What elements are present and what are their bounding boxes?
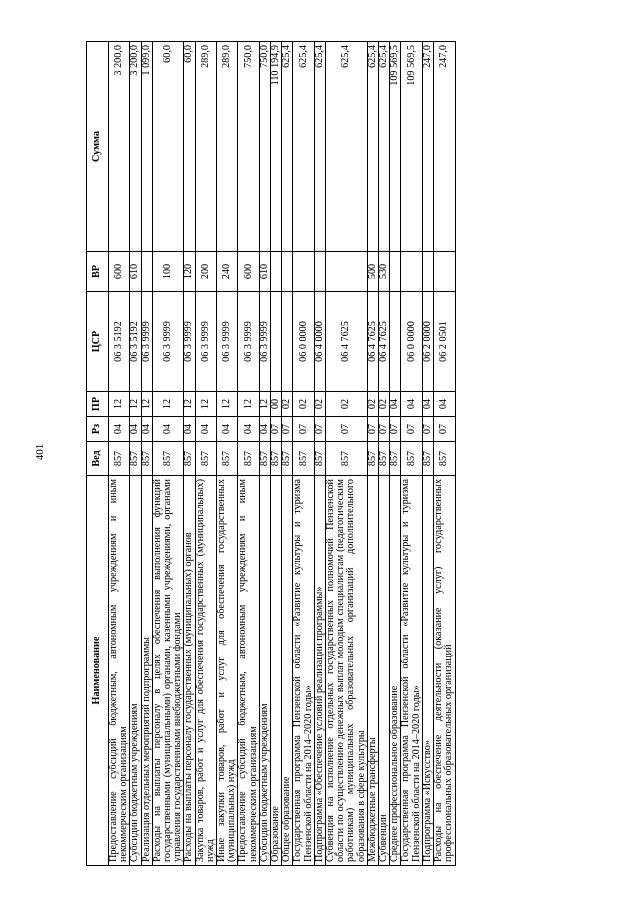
cell-vr: 100 bbox=[152, 252, 184, 292]
cell-vr: 610 bbox=[130, 252, 141, 292]
cell-name: Подпрограмма «Обеспечение условий реализации программы» bbox=[314, 476, 325, 866]
table-row bbox=[184, 42, 195, 866]
cell-ved: 857 bbox=[259, 442, 270, 476]
cell-pr: 02 bbox=[314, 392, 325, 417]
cell-csr bbox=[271, 292, 282, 392]
cell-sum: 289,0 bbox=[195, 42, 216, 252]
cell-name: Предоставление субсидий бюджетным, автономным учреждениям и иным некоммерческим организациям bbox=[109, 476, 130, 866]
cell-name: Субсидии бюджетным учреждениям bbox=[259, 476, 270, 866]
cell-csr: 06 3 9999 bbox=[141, 292, 152, 392]
cell-ved: 857 bbox=[282, 442, 293, 476]
cell-name: Межбюджетные трансферты bbox=[367, 476, 378, 866]
cell-sum: 625,4 bbox=[379, 42, 390, 252]
cell-rz: 07 bbox=[293, 417, 314, 442]
table-row bbox=[401, 42, 422, 866]
cell-vr: 600 bbox=[238, 252, 259, 292]
cell-rz: 07 bbox=[401, 417, 422, 442]
cell-rz: 04 bbox=[130, 417, 141, 442]
cell-vr bbox=[401, 252, 422, 292]
cell-vr bbox=[293, 252, 314, 292]
cell-ved: 857 bbox=[141, 442, 152, 476]
header-vr: ВР bbox=[87, 252, 109, 292]
cell-ved: 857 bbox=[238, 442, 259, 476]
cell-rz: 07 bbox=[271, 417, 282, 442]
cell-rz: 07 bbox=[379, 417, 390, 442]
cell-csr: 06 3 9999 bbox=[259, 292, 270, 392]
cell-vr: 240 bbox=[217, 252, 238, 292]
cell-csr: 06 3 9999 bbox=[217, 292, 238, 392]
cell-ved: 857 bbox=[293, 442, 314, 476]
cell-ved: 857 bbox=[130, 442, 141, 476]
cell-csr: 06 4 7625 bbox=[326, 292, 368, 392]
table-row bbox=[130, 42, 141, 866]
cell-pr: 12 bbox=[238, 392, 259, 417]
budget-table bbox=[86, 41, 456, 866]
cell-name: Реализация отдельных мероприятий подпрограммы bbox=[141, 476, 152, 866]
cell-sum: 750,0 bbox=[259, 42, 270, 252]
cell-sum: 3 200,0 bbox=[109, 42, 130, 252]
cell-vr bbox=[326, 252, 368, 292]
cell-sum: 60,0 bbox=[184, 42, 195, 252]
header-pr: ПР bbox=[87, 392, 109, 417]
cell-csr: 06 3 5192 bbox=[130, 292, 141, 392]
cell-name: Закупка товаров, работ и услуг для обеспечения государственных (муниципальных) нужд bbox=[195, 476, 216, 866]
table-row bbox=[379, 42, 390, 866]
cell-rz: 07 bbox=[282, 417, 293, 442]
cell-pr: 12 bbox=[141, 392, 152, 417]
cell-pr: 12 bbox=[195, 392, 216, 417]
cell-sum: 625,4 bbox=[326, 42, 368, 252]
cell-vr bbox=[390, 252, 401, 292]
cell-rz: 07 bbox=[326, 417, 368, 442]
table-row bbox=[109, 42, 130, 866]
cell-sum: 109 569,5 bbox=[401, 42, 422, 252]
cell-rz: 07 bbox=[422, 417, 433, 442]
cell-ved: 857 bbox=[434, 442, 455, 476]
table-row bbox=[238, 42, 259, 866]
cell-ved: 857 bbox=[401, 442, 422, 476]
table-row bbox=[195, 42, 216, 866]
cell-rz: 07 bbox=[314, 417, 325, 442]
cell-csr bbox=[282, 292, 293, 392]
cell-ved: 857 bbox=[314, 442, 325, 476]
cell-csr: 06 3 5192 bbox=[109, 292, 130, 392]
table-row bbox=[217, 42, 238, 866]
cell-pr: 12 bbox=[217, 392, 238, 417]
table-row bbox=[293, 42, 314, 866]
table-row bbox=[390, 42, 401, 866]
cell-sum: 3 200,0 bbox=[130, 42, 141, 252]
table-row bbox=[434, 42, 455, 866]
cell-name: Иные закупки товаров, работ и услуг для обеспечения государственных (муниципальных) нужд bbox=[217, 476, 238, 866]
cell-name: Подпрограмма «Искусство» bbox=[422, 476, 433, 866]
cell-pr: 02 bbox=[282, 392, 293, 417]
cell-sum: 625,4 bbox=[282, 42, 293, 252]
cell-ved: 857 bbox=[422, 442, 433, 476]
cell-name: Субсидии бюджетным учреждениям bbox=[130, 476, 141, 866]
cell-name: Среднее профессиональное образование bbox=[390, 476, 401, 866]
page-number: 401 bbox=[34, 443, 46, 461]
cell-pr: 02 bbox=[367, 392, 378, 417]
cell-name: Субвенции bbox=[379, 476, 390, 866]
cell-vr: 530 bbox=[379, 252, 390, 292]
cell-ved: 857 bbox=[152, 442, 184, 476]
cell-ved: 857 bbox=[184, 442, 195, 476]
cell-sum: 625,4 bbox=[293, 42, 314, 252]
cell-csr: 06 2 0000 bbox=[422, 292, 433, 392]
cell-ved: 857 bbox=[217, 442, 238, 476]
cell-csr: 06 2 0501 bbox=[434, 292, 455, 392]
table-row bbox=[282, 42, 293, 866]
cell-sum: 750,0 bbox=[238, 42, 259, 252]
cell-sum: 625,4 bbox=[314, 42, 325, 252]
table-row bbox=[422, 42, 433, 866]
cell-ved: 857 bbox=[109, 442, 130, 476]
cell-ved: 857 bbox=[271, 442, 282, 476]
cell-vr bbox=[434, 252, 455, 292]
cell-csr: 06 4 7625 bbox=[367, 292, 378, 392]
cell-vr: 500 bbox=[367, 252, 378, 292]
cell-name: Предоставление субсидий бюджетным, автономным учреждениям и иным некоммерческим организациям bbox=[238, 476, 259, 866]
cell-sum: 625,4 bbox=[367, 42, 378, 252]
header-ved: Вед bbox=[87, 442, 109, 476]
cell-ved: 857 bbox=[379, 442, 390, 476]
cell-rz: 04 bbox=[152, 417, 184, 442]
table-row bbox=[271, 42, 282, 866]
cell-sum: 60,0 bbox=[152, 42, 184, 252]
table-row bbox=[152, 42, 184, 866]
cell-name: Государственная программа Пензенской области «Развитие культуры и туризма Пензенской области на 2014–2020 годы» bbox=[293, 476, 314, 866]
cell-rz: 04 bbox=[195, 417, 216, 442]
cell-name: Расходы на выплаты персоналу государственных (муниципальных) органов bbox=[184, 476, 195, 866]
header-rz: Рз bbox=[87, 417, 109, 442]
cell-vr: 120 bbox=[184, 252, 195, 292]
cell-ved: 857 bbox=[367, 442, 378, 476]
rotated-page bbox=[86, 42, 570, 866]
cell-vr: 600 bbox=[109, 252, 130, 292]
cell-csr: 06 3 9999 bbox=[184, 292, 195, 392]
cell-csr: 06 3 9999 bbox=[238, 292, 259, 392]
cell-pr: 00 bbox=[271, 392, 282, 417]
cell-ved: 857 bbox=[195, 442, 216, 476]
cell-pr: 04 bbox=[401, 392, 422, 417]
cell-rz: 07 bbox=[367, 417, 378, 442]
cell-rz: 04 bbox=[184, 417, 195, 442]
cell-ved: 857 bbox=[326, 442, 368, 476]
cell-pr: 12 bbox=[109, 392, 130, 417]
cell-pr: 02 bbox=[379, 392, 390, 417]
cell-name: Расходы на выплаты персоналу в целях обеспечения выполнения функций государственными (муниципальными) органами, казенными учреждениями, органами управления государственными внебюджетными фондами bbox=[152, 476, 184, 866]
cell-name: Государственная программа Пензенской области «Развитие культуры и туризма Пензенской области на 2014–2020 годы» bbox=[401, 476, 422, 866]
cell-name: Расходы на обеспечение деятельности (оказание услуг) государственных профессиональных образовательных организаций bbox=[434, 476, 455, 866]
cell-sum: 1 099,0 bbox=[141, 42, 152, 252]
cell-vr bbox=[141, 252, 152, 292]
cell-rz: 04 bbox=[217, 417, 238, 442]
cell-vr bbox=[422, 252, 433, 292]
table-header-row bbox=[87, 42, 109, 866]
cell-sum: 109 569,5 bbox=[390, 42, 401, 252]
table-row bbox=[141, 42, 152, 866]
cell-pr: 12 bbox=[184, 392, 195, 417]
cell-pr: 04 bbox=[390, 392, 401, 417]
cell-csr: 06 3 9999 bbox=[195, 292, 216, 392]
cell-pr: 02 bbox=[326, 392, 368, 417]
table-row bbox=[259, 42, 270, 866]
cell-rz: 04 bbox=[109, 417, 130, 442]
cell-sum: 110 194,9 bbox=[271, 42, 282, 252]
cell-rz: 04 bbox=[141, 417, 152, 442]
cell-sum: 247,0 bbox=[422, 42, 433, 252]
table-body bbox=[109, 42, 456, 866]
cell-csr: 06 3 9999 bbox=[152, 292, 184, 392]
header-csr: ЦСР bbox=[87, 292, 109, 392]
cell-ved: 857 bbox=[390, 442, 401, 476]
cell-csr bbox=[390, 292, 401, 392]
cell-csr: 06 4 0000 bbox=[314, 292, 325, 392]
cell-csr: 06 4 7625 bbox=[379, 292, 390, 392]
cell-pr: 12 bbox=[152, 392, 184, 417]
cell-sum: 289,0 bbox=[217, 42, 238, 252]
cell-pr: 04 bbox=[422, 392, 433, 417]
cell-vr bbox=[271, 252, 282, 292]
cell-vr bbox=[282, 252, 293, 292]
cell-pr: 12 bbox=[130, 392, 141, 417]
cell-rz: 07 bbox=[390, 417, 401, 442]
cell-name: Общее образование bbox=[282, 476, 293, 866]
cell-name: Субвенция на исполнение отдельных государственных полномочий Пензенской области по осуществлению денежных выплат молодым специалистам (педагогическим работникам) муниципальных образовательных организаций дополнительного образования в сфере культуры bbox=[326, 476, 368, 866]
table-row bbox=[314, 42, 325, 866]
cell-pr: 02 bbox=[293, 392, 314, 417]
cell-rz: 07 bbox=[434, 417, 455, 442]
cell-csr: 06 0 0000 bbox=[401, 292, 422, 392]
cell-sum: 247,0 bbox=[434, 42, 455, 252]
table-row bbox=[326, 42, 368, 866]
cell-rz: 04 bbox=[238, 417, 259, 442]
cell-rz: 04 bbox=[259, 417, 270, 442]
cell-pr: 04 bbox=[434, 392, 455, 417]
cell-vr: 200 bbox=[195, 252, 216, 292]
cell-name: Образование bbox=[271, 476, 282, 866]
cell-vr bbox=[314, 252, 325, 292]
cell-csr: 06 0 0000 bbox=[293, 292, 314, 392]
cell-pr: 12 bbox=[259, 392, 270, 417]
cell-vr: 610 bbox=[259, 252, 270, 292]
header-name: Наименование bbox=[87, 476, 109, 866]
header-sum: Сумма bbox=[87, 42, 109, 252]
table-row bbox=[367, 42, 378, 866]
